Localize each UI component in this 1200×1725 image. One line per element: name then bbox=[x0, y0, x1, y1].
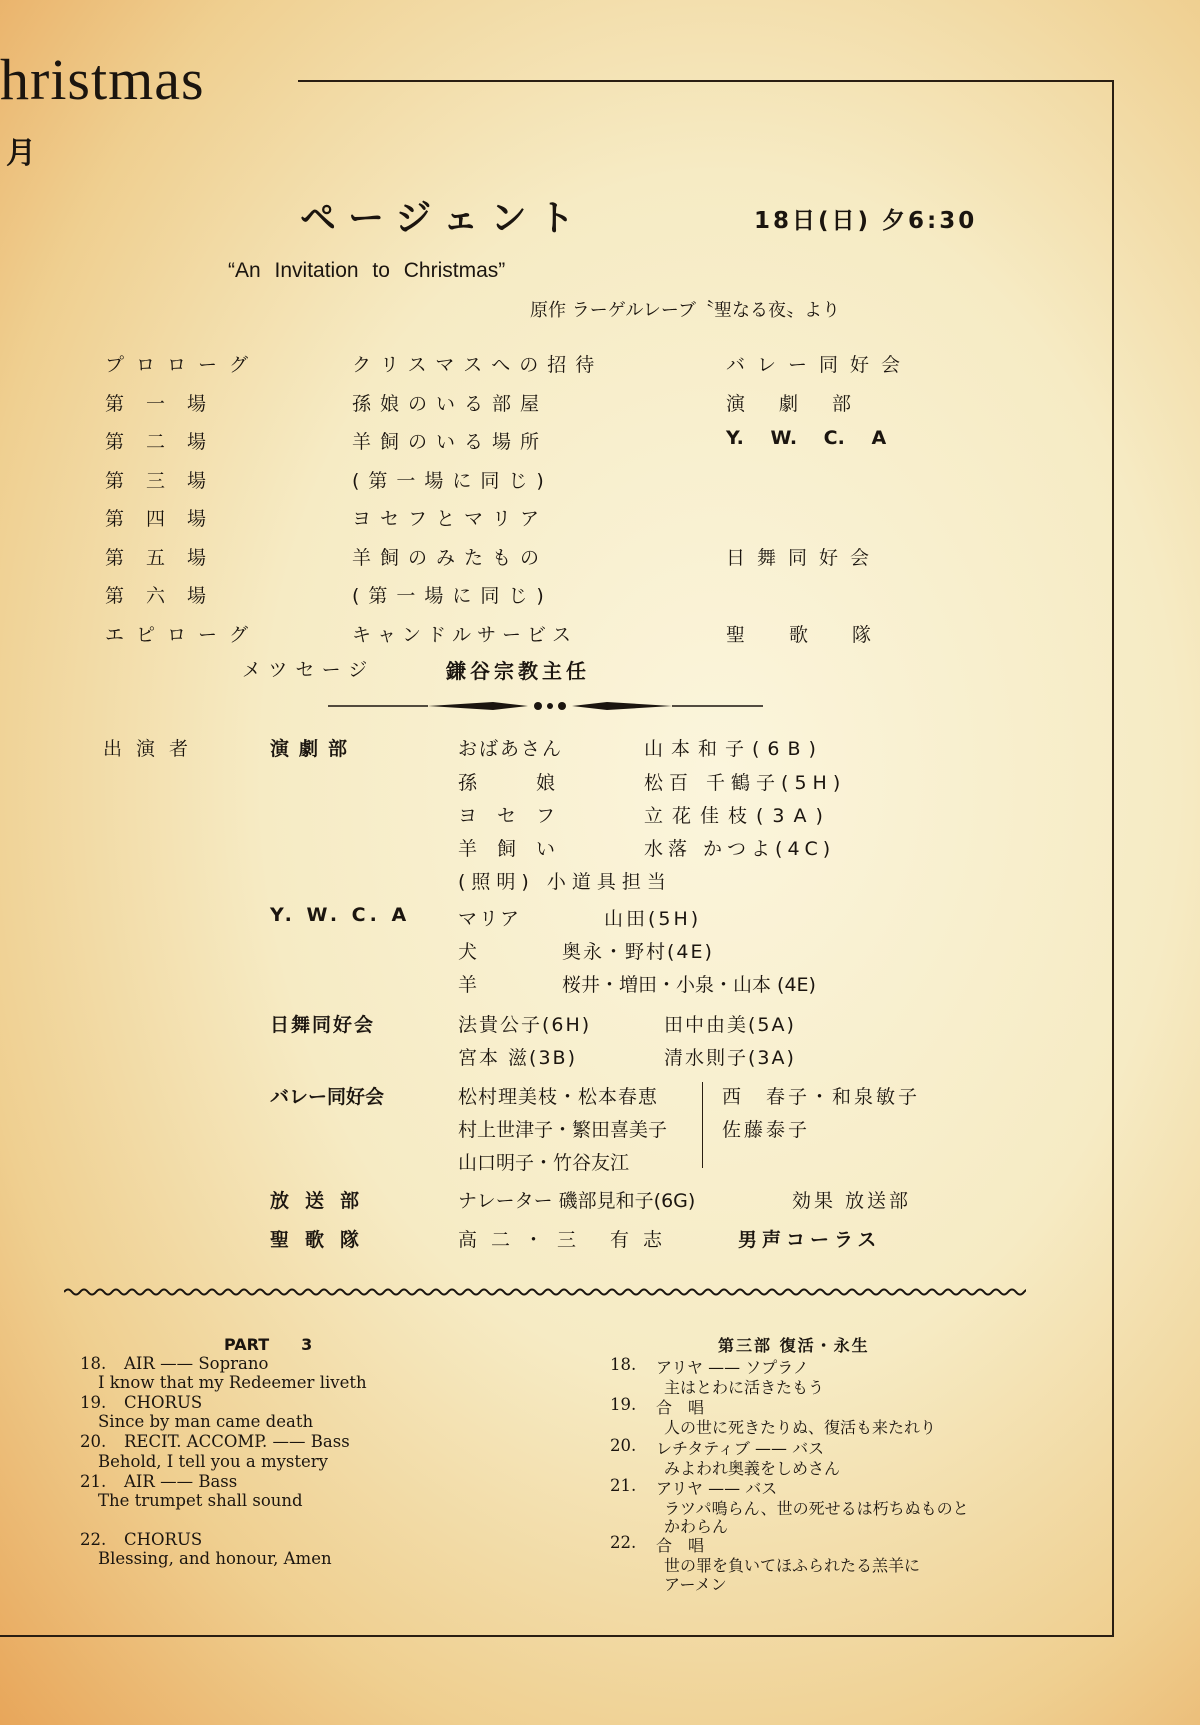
part3-heading-ja: 第三部 復活・永生 bbox=[718, 1336, 870, 1355]
scene-title: クリスマスへの招待 bbox=[352, 354, 604, 376]
item-heading: RECIT. ACCOMP. —— Bass bbox=[124, 1432, 350, 1451]
brand-subheading: 月 bbox=[6, 136, 36, 171]
role-name: マリア bbox=[458, 908, 522, 930]
item-heading: レチタティブ —— バス bbox=[656, 1439, 825, 1458]
scene-title: キャンドルサービス bbox=[352, 624, 578, 646]
item-heading: アリヤ —— バス bbox=[656, 1479, 778, 1498]
dancer-name: 佐藤泰子 bbox=[722, 1119, 811, 1141]
dancer-name: 法貴公子(6H) bbox=[458, 1014, 592, 1036]
choir-chorus: 男声コーラス bbox=[738, 1229, 882, 1251]
dancer-name: 村上世津子・繁田喜美子 bbox=[458, 1119, 668, 1141]
scene-name: 第五場 bbox=[105, 547, 229, 569]
actor-name: 奥永・野村(4E) bbox=[562, 941, 714, 963]
item-heading: アリヤ —— ソプラノ bbox=[656, 1358, 809, 1377]
role-name: 羊飼い bbox=[458, 838, 576, 860]
scene-name: プロローグ bbox=[105, 354, 261, 376]
scene-group: バレー同好会 bbox=[726, 354, 913, 376]
scene-title: 羊飼のみたもの bbox=[352, 547, 549, 569]
item-heading: 合 唱 bbox=[656, 1398, 705, 1417]
brand-heading: hristmas bbox=[0, 47, 205, 112]
drama-staff-note: (照明) 小道具担当 bbox=[458, 871, 672, 893]
actor-name: 山本和子(6B) bbox=[644, 738, 824, 760]
scene-name: 第一場 bbox=[105, 393, 229, 415]
effects-credit: 効果 放送部 bbox=[792, 1190, 912, 1212]
part3-heading-en: PART 3 bbox=[224, 1335, 313, 1354]
program-row bbox=[100, 620, 1000, 650]
item-heading: AIR —— Soprano bbox=[124, 1354, 269, 1373]
scene-name: 第六場 bbox=[105, 585, 229, 607]
item-text: Behold, I tell you a mystery bbox=[98, 1452, 328, 1471]
item-text: 世の罪を負いてほふられたる羔羊に bbox=[664, 1556, 921, 1575]
item-text-continued: アーメン bbox=[664, 1575, 727, 1594]
item-text: I know that my Redeemer liveth bbox=[98, 1373, 367, 1392]
dancer-name: 清水則子(3A) bbox=[664, 1047, 796, 1069]
page-title: ページェント bbox=[300, 198, 587, 239]
scene-title: 孫娘のいる部屋 bbox=[352, 393, 549, 415]
actor-name: 立花佳枝(3A) bbox=[644, 805, 832, 827]
scene-group: 聖歌隊 bbox=[726, 624, 916, 646]
item-number: 22. bbox=[610, 1533, 637, 1552]
item-heading: CHORUS bbox=[124, 1530, 203, 1549]
item-number: 20. bbox=[80, 1432, 107, 1451]
ornament-divider bbox=[328, 700, 763, 712]
program-row bbox=[100, 466, 1000, 496]
scene-title: (第一場に同じ) bbox=[352, 585, 553, 607]
scene-title: 羊飼のいる場所 bbox=[352, 431, 549, 453]
dancer-name: 田中由美(5A) bbox=[664, 1014, 796, 1036]
scene-title: (第一場に同じ) bbox=[352, 470, 553, 492]
actor-name: 水落 かつよ(4C) bbox=[644, 838, 836, 860]
actor-name: 松百 千鶴子(5H) bbox=[644, 772, 847, 794]
role-name: 羊 bbox=[458, 974, 478, 996]
program-row bbox=[100, 350, 1000, 380]
program-row bbox=[100, 581, 1000, 611]
message-label: メツセージ bbox=[242, 659, 376, 681]
item-heading: CHORUS bbox=[124, 1393, 203, 1412]
item-number: 21. bbox=[610, 1476, 637, 1495]
frame-line-top bbox=[298, 80, 1113, 82]
item-number: 20. bbox=[610, 1436, 637, 1455]
item-number: 19. bbox=[80, 1393, 107, 1412]
choir-members: 高二・三 有志 bbox=[458, 1229, 677, 1251]
scene-group: Y. W. C. A bbox=[726, 427, 887, 449]
narrator-credit: ナレーター 磯部見和子(6G) bbox=[458, 1190, 696, 1212]
scene-title: ヨセフとマリア bbox=[352, 508, 549, 530]
group-ballet: バレー同好会 bbox=[270, 1086, 385, 1108]
program-row bbox=[100, 389, 1000, 419]
role-name: おばあさん bbox=[458, 738, 564, 760]
item-number: 21. bbox=[80, 1472, 107, 1491]
role-name: ヨセフ bbox=[458, 805, 576, 827]
item-heading: AIR —— Bass bbox=[124, 1472, 238, 1491]
scene-name: エピローグ bbox=[105, 624, 261, 646]
dancer-name: 西 春子・和泉敏子 bbox=[722, 1086, 921, 1108]
item-heading: 合 唱 bbox=[656, 1536, 705, 1555]
actor-name: 山田(5H) bbox=[604, 908, 702, 930]
role-name: 孫 娘 bbox=[458, 772, 576, 794]
actor-name: 桜井・増田・小泉・山本 (4E) bbox=[562, 974, 816, 996]
scene-name: 第四場 bbox=[105, 508, 229, 530]
item-text: 主はとわに活きたもう bbox=[664, 1378, 825, 1397]
cast-label: 出演者 bbox=[103, 738, 203, 760]
group-ywca: Y. W. C. A bbox=[270, 904, 411, 926]
program-row bbox=[100, 427, 1000, 457]
dancer-name: 宮本 滋(3B) bbox=[458, 1047, 577, 1069]
item-number: 18. bbox=[610, 1355, 637, 1374]
group-dance: 日舞同好会 bbox=[270, 1014, 376, 1036]
role-name: 犬 bbox=[458, 941, 478, 963]
message-speaker: 鎌谷宗教主任 bbox=[446, 659, 590, 683]
item-text: Blessing, and honour, Amen bbox=[98, 1549, 332, 1568]
item-text: みよわれ奥義をしめさん bbox=[664, 1459, 841, 1478]
event-date: 18日(日) 夕6:30 bbox=[754, 208, 978, 234]
item-number: 22. bbox=[80, 1530, 107, 1549]
dancer-name: 松村理美枝・松本春恵 bbox=[458, 1086, 659, 1108]
item-number: 18. bbox=[80, 1354, 107, 1373]
frame-line-bottom bbox=[0, 1635, 1114, 1637]
frame-line-right bbox=[1112, 80, 1114, 1635]
source-credit: 原作 ラーゲルレーブ〝聖なる夜〟より bbox=[530, 300, 841, 321]
program-row bbox=[100, 504, 1000, 534]
scene-group: 演劇部 bbox=[726, 393, 886, 415]
scene-name: 第三場 bbox=[105, 470, 229, 492]
ballet-column-divider bbox=[702, 1082, 703, 1168]
pageant-subtitle: “An Invitation to Christmas” bbox=[228, 259, 506, 282]
item-text: ラツパ鳴らん、世の死せるは朽ちぬものと bbox=[664, 1499, 969, 1518]
item-text-continued: かわらん bbox=[664, 1517, 729, 1536]
item-text: The trumpet shall sound bbox=[98, 1491, 303, 1510]
wavy-divider bbox=[64, 1286, 1026, 1298]
dancer-name: 山口明子・竹谷友江 bbox=[458, 1152, 630, 1174]
group-choir: 聖歌隊 bbox=[270, 1229, 376, 1251]
program-row bbox=[100, 543, 1000, 573]
scene-name: 第二場 bbox=[105, 431, 229, 453]
item-text: Since by man came death bbox=[98, 1412, 314, 1431]
item-text: 人の世に死きたりぬ、復活も来たれり bbox=[664, 1418, 937, 1437]
group-drama: 演劇部 bbox=[270, 738, 358, 760]
scene-group: 日舞同好会 bbox=[726, 547, 882, 569]
group-broadcast: 放送部 bbox=[270, 1190, 376, 1212]
item-number: 19. bbox=[610, 1395, 637, 1414]
